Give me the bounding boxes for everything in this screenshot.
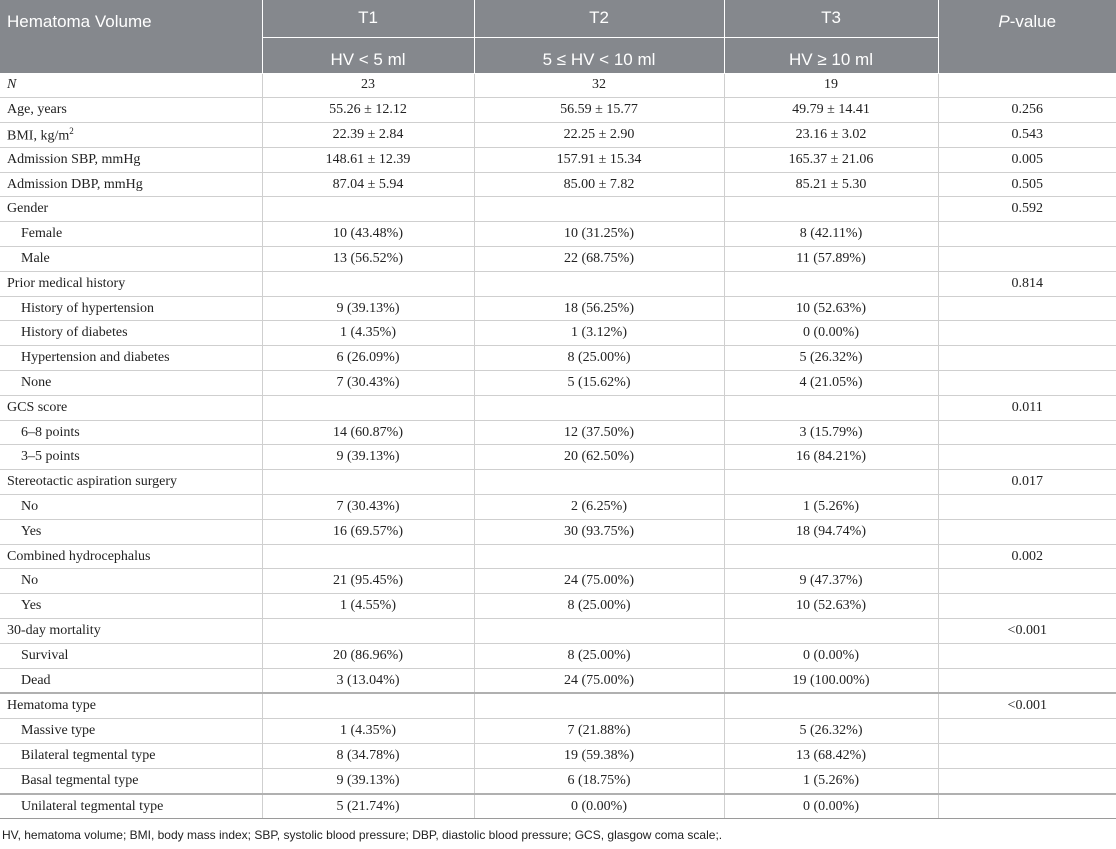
table-row [0,594,1116,619]
row-label-text: Hypertension and diabetes [21,350,170,366]
cell-t3: 18 (94.74%) [724,519,938,544]
cell-t3: 19 [724,73,938,98]
cell-t3: 16 (84.21%) [724,445,938,470]
row-label-text: No [21,498,39,514]
cell-p-value [938,668,1116,693]
row-label-text: Combined hydrocephalus [7,548,151,564]
cell-t2: 12 (37.50%) [474,420,724,445]
cell-t1: 21 (95.45%) [262,569,474,594]
cell-t1: 16 (69.57%) [262,519,474,544]
cell-t2: 6 (18.75%) [474,768,724,793]
cell-t2: 85.00 ± 7.82 [474,172,724,197]
row-label-italic: N [7,77,17,93]
bmi-unit-superscript: 2 [69,125,74,136]
table-row [0,98,1116,123]
cell-t3 [724,470,938,495]
row-label [0,495,262,520]
row-label-text: 3–5 points [21,449,80,465]
table-row [0,346,1116,371]
row-label [0,371,262,396]
cell-p-value: 0.592 [938,197,1116,222]
row-label [0,271,262,296]
cell-t3: 1 (5.26%) [724,768,938,793]
cell-t3: 13 (68.42%) [724,744,938,769]
cell-p-value [938,420,1116,445]
cell-t2: 0 (0.00%) [474,794,724,819]
table-row [0,420,1116,445]
table-row [0,744,1116,769]
table-body [0,73,1116,819]
row-label [0,470,262,495]
row-label [0,594,262,619]
row-label [0,172,262,197]
row-label-text: Yes [21,598,42,614]
cell-t3: 165.37 ± 21.06 [724,147,938,172]
cell-t1: 22.39 ± 2.84 [262,123,474,148]
cell-t1 [262,271,474,296]
cell-t2: 8 (25.00%) [474,643,724,668]
row-label-text: Massive type [21,723,96,739]
cell-p-value: 0.017 [938,470,1116,495]
cell-p-value [938,744,1116,769]
row-label-text: BMI, kg/m [7,128,70,144]
table-row [0,693,1116,718]
row-label-text: Male [21,250,50,266]
cell-t1: 1 (4.55%) [262,594,474,619]
cell-p-value: 0.505 [938,172,1116,197]
cell-t2 [474,619,724,644]
table-footnote: HV, hematoma volume; BMI, body mass index; SBP, systolic blood pressure; DBP, diastolic blood pressure; GCS, glasgow coma scale;. [2,828,723,842]
cell-p-value [938,519,1116,544]
table-row [0,495,1116,520]
cell-t2: 30 (93.75%) [474,519,724,544]
row-label-text: Female [21,226,63,242]
cell-t3: 23.16 ± 3.02 [724,123,938,148]
row-label [0,719,262,744]
header-t2: T2 [474,0,724,37]
table-row [0,222,1116,247]
row-label [0,693,262,718]
row-label-text: Unilateral tegmental type [21,798,164,814]
cell-p-value [938,495,1116,520]
table-row [0,569,1116,594]
row-label-text: Survival [21,647,69,663]
cell-t1 [262,395,474,420]
cell-t1: 3 (13.04%) [262,668,474,693]
cell-p-value: 0.256 [938,98,1116,123]
cell-p-value [938,73,1116,98]
row-label [0,768,262,793]
cell-p-value [938,569,1116,594]
row-label-text: Hematoma type [7,698,97,714]
cell-t3 [724,395,938,420]
row-label [0,445,262,470]
row-label-text: 30-day mortality [7,622,101,638]
row-label [0,619,262,644]
cell-t3: 3 (15.79%) [724,420,938,445]
row-label [0,296,262,321]
cell-t2 [474,197,724,222]
row-label [0,247,262,272]
row-label [0,420,262,445]
cell-t2: 19 (59.38%) [474,744,724,769]
cell-t2: 22 (68.75%) [474,247,724,272]
table-row [0,470,1116,495]
cell-p-value: 0.005 [938,147,1116,172]
cell-p-value [938,346,1116,371]
row-label [0,98,262,123]
cell-t2 [474,271,724,296]
cell-p-value [938,321,1116,346]
table-row [0,519,1116,544]
table-row [0,73,1116,98]
cell-t1: 55.26 ± 12.12 [262,98,474,123]
table-row [0,371,1116,396]
cell-p-value: <0.001 [938,693,1116,718]
cell-p-value: 0.814 [938,271,1116,296]
cell-t2: 8 (25.00%) [474,346,724,371]
cell-t1: 20 (86.96%) [262,643,474,668]
table-row [0,147,1116,172]
row-label [0,744,262,769]
cell-t3: 10 (52.63%) [724,594,938,619]
row-label-text: Stereotactic aspiration surgery [7,474,178,490]
cell-t1: 9 (39.13%) [262,296,474,321]
cell-t3: 1 (5.26%) [724,495,938,520]
table-row [0,395,1116,420]
cell-t3: 19 (100.00%) [724,668,938,693]
cell-p-value [938,222,1116,247]
cell-t2: 22.25 ± 2.90 [474,123,724,148]
cell-p-value: 0.002 [938,544,1116,569]
cell-p-value [938,445,1116,470]
cell-t2: 8 (25.00%) [474,594,724,619]
table-row [0,271,1116,296]
table-row [0,643,1116,668]
row-label [0,147,262,172]
table-row [0,719,1116,744]
table-row [0,123,1116,148]
cell-t1: 1 (4.35%) [262,719,474,744]
cell-t1: 8 (34.78%) [262,744,474,769]
header-p-value [938,0,1116,73]
cell-p-value [938,794,1116,819]
cell-t3: 9 (47.37%) [724,569,938,594]
cell-p-value [938,594,1116,619]
cell-t3: 5 (26.32%) [724,346,938,371]
cell-t2: 20 (62.50%) [474,445,724,470]
cell-t3: 5 (26.32%) [724,719,938,744]
cell-t3: 10 (52.63%) [724,296,938,321]
cell-t2: 2 (6.25%) [474,495,724,520]
table-row [0,668,1116,693]
cell-t2: 24 (75.00%) [474,668,724,693]
cell-t2: 32 [474,73,724,98]
cell-t3: 11 (57.89%) [724,247,938,272]
row-label [0,321,262,346]
cell-p-value [938,247,1116,272]
row-label [0,346,262,371]
cell-t3: 85.21 ± 5.30 [724,172,938,197]
cell-t1: 7 (30.43%) [262,495,474,520]
row-label [0,197,262,222]
cell-p-value: 0.011 [938,395,1116,420]
cell-p-value [938,643,1116,668]
cell-t3 [724,544,938,569]
cell-t1: 5 (21.74%) [262,794,474,819]
cell-t1: 1 (4.35%) [262,321,474,346]
table-row [0,172,1116,197]
cell-t3: 8 (42.11%) [724,222,938,247]
table-row [0,247,1116,272]
table-row [0,296,1116,321]
row-label-text: 6–8 points [21,424,80,440]
header-t1-definition: HV < 5 ml [262,37,474,73]
row-label [0,519,262,544]
cell-t2: 5 (15.62%) [474,371,724,396]
row-label [0,668,262,693]
table-row [0,445,1116,470]
cell-t3: 0 (0.00%) [724,643,938,668]
cell-p-value [938,371,1116,396]
row-label-text: GCS score [7,399,68,415]
table-header [0,0,1116,73]
cell-p-value [938,768,1116,793]
cell-t3: 4 (21.05%) [724,371,938,396]
table-row [0,794,1116,819]
row-label-text: None [21,374,52,390]
cell-t2: 157.91 ± 15.34 [474,147,724,172]
row-label-text: Basal tegmental type [21,772,139,788]
row-label [0,73,262,98]
cell-p-value: <0.001 [938,619,1116,644]
cell-t1: 9 (39.13%) [262,445,474,470]
table-row [0,544,1116,569]
cell-t1 [262,544,474,569]
cell-t2: 24 (75.00%) [474,569,724,594]
table-row [0,619,1116,644]
cell-t1: 13 (56.52%) [262,247,474,272]
row-label [0,395,262,420]
table-row [0,768,1116,793]
row-label-text: Age, years [7,102,67,118]
cell-t1: 148.61 ± 12.39 [262,147,474,172]
cell-t3 [724,693,938,718]
cell-t3 [724,197,938,222]
cell-t1: 14 (60.87%) [262,420,474,445]
table-row [0,321,1116,346]
header-t3-definition: HV ≥ 10 ml [724,37,938,73]
row-label [0,569,262,594]
cell-t1: 7 (30.43%) [262,371,474,396]
table-row [0,197,1116,222]
cell-t2: 10 (31.25%) [474,222,724,247]
header-t2-definition: 5 ≤ HV < 10 ml [474,37,724,73]
cell-t2: 56.59 ± 15.77 [474,98,724,123]
header-hematoma-volume: Hematoma Volume [0,0,262,73]
row-label [0,123,262,148]
row-label-text: Prior medical history [7,275,126,291]
cell-p-value: 0.543 [938,123,1116,148]
cell-t1: 10 (43.48%) [262,222,474,247]
cell-t1: 9 (39.13%) [262,768,474,793]
cell-t1: 23 [262,73,474,98]
row-label-text: History of diabetes [21,325,128,341]
row-label [0,643,262,668]
row-label-text: History of hypertension [21,300,154,316]
cell-t1: 6 (26.09%) [262,346,474,371]
cell-t2 [474,544,724,569]
cell-t1 [262,470,474,495]
row-label-text: Gender [7,201,49,217]
header-p-italic: P [998,12,1010,31]
row-label-text: Admission SBP, mmHg [7,151,141,167]
cell-t3: 49.79 ± 14.41 [724,98,938,123]
header-p-suffix: -value [1009,12,1057,31]
cell-t3: 0 (0.00%) [724,321,938,346]
cell-t3 [724,271,938,296]
row-label-text: Dead [21,672,51,688]
cell-t2: 1 (3.12%) [474,321,724,346]
header-t1: T1 [262,0,474,37]
cell-t2: 18 (56.25%) [474,296,724,321]
cell-t3: 0 (0.00%) [724,794,938,819]
cell-t2 [474,395,724,420]
row-label-text: Yes [21,523,42,539]
row-label [0,222,262,247]
cell-t3 [724,619,938,644]
row-label-text: Bilateral tegmental type [21,747,156,763]
cell-p-value [938,719,1116,744]
cell-t1: 87.04 ± 5.94 [262,172,474,197]
cell-t1 [262,197,474,222]
row-label [0,544,262,569]
cell-t1 [262,619,474,644]
cell-t1 [262,693,474,718]
header-t3: T3 [724,0,938,37]
cell-t2 [474,470,724,495]
row-label [0,794,262,819]
cell-t2: 7 (21.88%) [474,719,724,744]
cell-t2 [474,693,724,718]
cell-p-value [938,296,1116,321]
row-label-text: No [21,573,39,589]
row-label-text: Admission DBP, mmHg [7,176,143,192]
